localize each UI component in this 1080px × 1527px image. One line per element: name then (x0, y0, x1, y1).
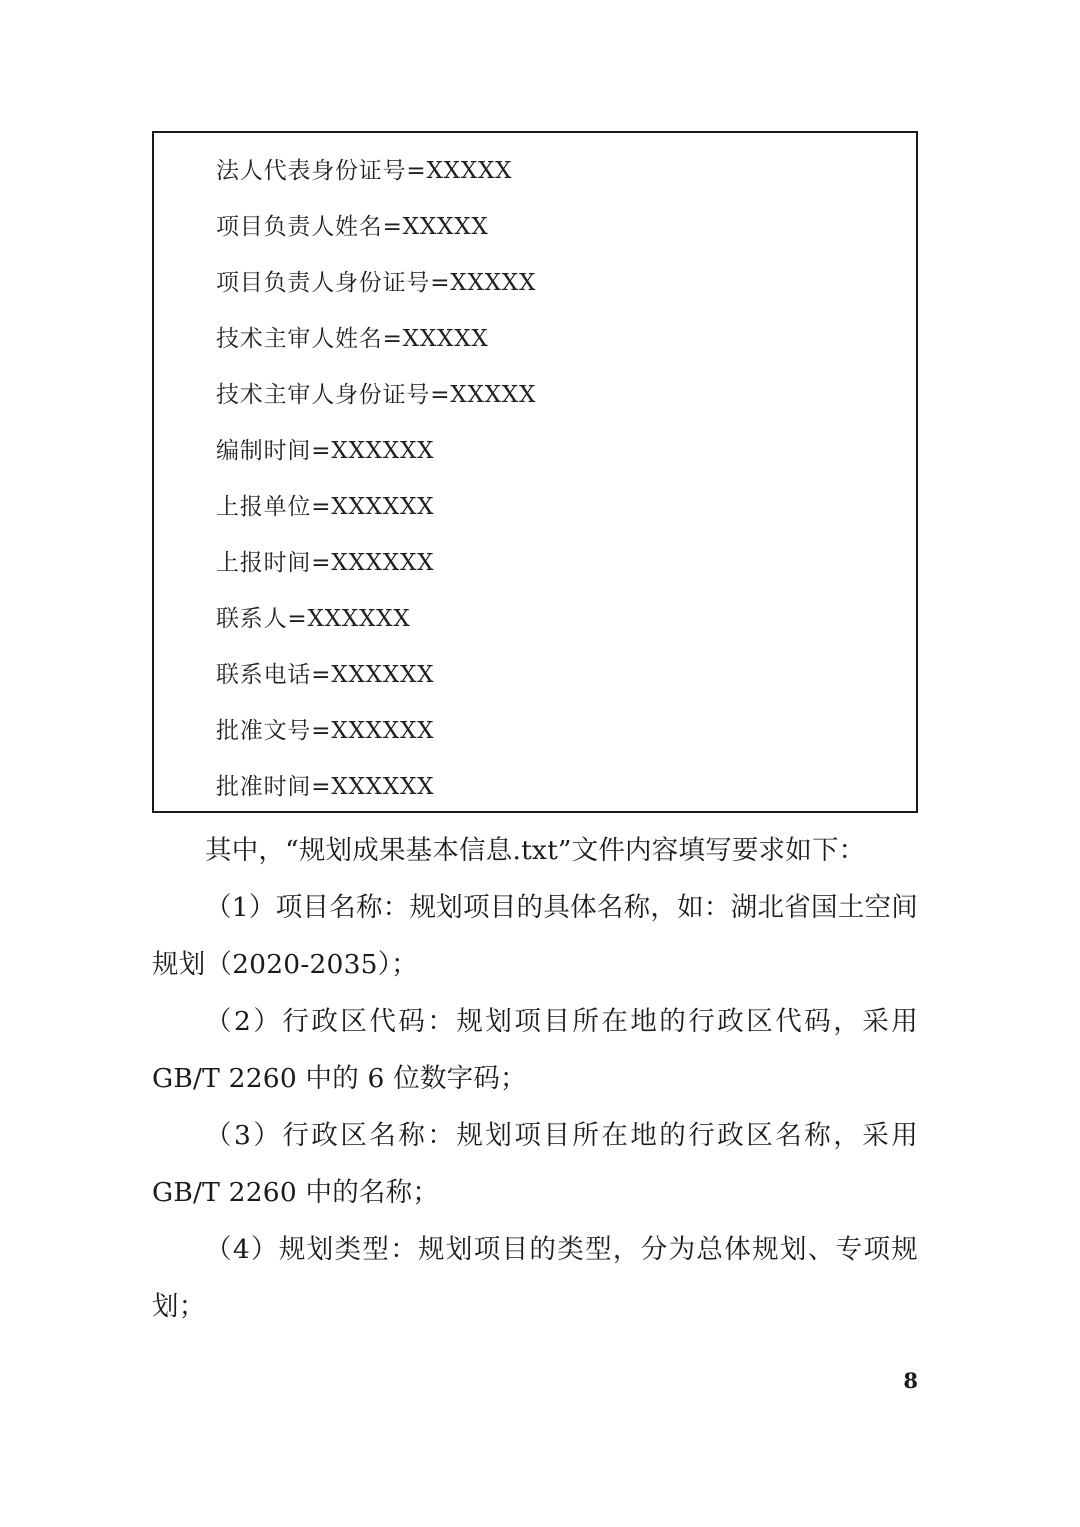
paragraph-item-4: （4）规划类型：规划项目的类型，分为总体规划、专项规划； (152, 1234, 918, 1322)
sample-metadata-line-list (216, 143, 908, 815)
sample-line: 批准文号=XXXXXX (216, 718, 435, 744)
sample-line: 联系电话=XXXXXX (216, 662, 435, 688)
sample-line: 上报时间=XXXXXX (216, 550, 435, 576)
sample-line: 项目负责人姓名=XXXXX (216, 214, 489, 240)
sample-line: 编制时间=XXXXXX (216, 438, 435, 464)
paragraph-item-3: （3）行政区名称：规划项目所在地的行政区名称，采用 GB/T 2260 中的名称； (152, 1120, 918, 1208)
sample-line: 技术主审人姓名=XXXXX (216, 326, 489, 352)
paragraph-item-2: （2）行政区代码：规划项目所在地的行政区代码，采用 GB/T 2260 中的 6 位数字码； (152, 1006, 918, 1094)
paragraph-item-1: （1）项目名称：规划项目的具体名称，如：湖北省国土空间规划（2020-2035）； (152, 892, 918, 980)
sample-line: 项目负责人身份证号=XXXXX (216, 270, 537, 296)
sample-metadata-box (152, 131, 918, 813)
sample-line: 法人代表身份证号=XXXXX (216, 158, 513, 184)
sample-line: 批准时间=XXXXXX (216, 774, 435, 800)
body-text-block (152, 822, 918, 1335)
sample-line: 上报单位=XXXXXX (216, 494, 435, 520)
page-number: 8 (903, 1368, 918, 1393)
sample-line: 技术主审人身份证号=XXXXX (216, 382, 537, 408)
sample-line: 联系人=XXXXXX (216, 606, 411, 632)
paragraph-intro: 其中，“规划成果基本信息.txt”文件内容填写要求如下： (205, 835, 866, 866)
